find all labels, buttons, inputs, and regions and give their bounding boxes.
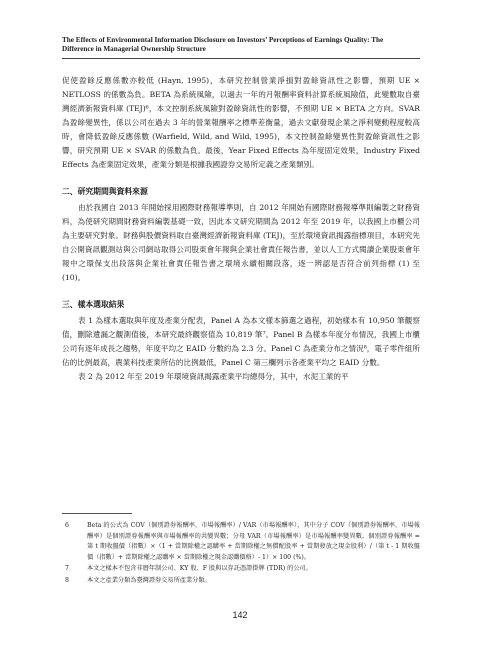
footnote-divider bbox=[62, 513, 132, 514]
header-divider bbox=[62, 58, 420, 59]
footnote-text: Beta 的公式為 COV（個別證券報酬率，市場報酬率）/ VAR（市場報酬率），其中分子 COV（個別證券報酬率，市場報酬率）是個別證券報酬率與市場報酬率的共變異數；分母 VAR（市場報酬率）是市場報酬率變異數。個別證券報酬率 = 第 t 期收盤價（指數）×（1 + 當期除權之認購率 + 當期除權之無償配股率 + 當期發放之現金股利）/（第 t - 1 期收盤價（指數）+ 當期除權之認購率 × 當期除權之現金認購價格）- 1）× 100 (%)。 bbox=[87, 522, 420, 561]
page-number: 142 bbox=[232, 610, 248, 620]
footnote-8 bbox=[62, 576, 420, 587]
footnote-text: 本文之樣本不包含非曆年制公司、KY 股、F 股與以存託憑證掛牌 (TDR) 的公司。 bbox=[87, 565, 312, 573]
running-header bbox=[62, 36, 422, 54]
main-text bbox=[62, 74, 420, 384]
footnote-6 bbox=[62, 521, 420, 563]
footnote-number: 6 bbox=[65, 522, 69, 529]
body-paragraph-table2-intro: 表 2 為 2012 年至 2019 年環境資訊揭露產業平均總得分，其中，水泥工業的平 bbox=[78, 372, 349, 381]
body-paragraph-sample-selection: 表 1 為樣本選取與年度及產業分配表，Panel A 為本文樣本篩選之過程，初始樣本有 10,950 筆觀察值，刪除遺漏之觀測值後，本研究最終觀察值為 10,819 筆⁷。Panel B 為樣本年度分布情況，我國上市櫃公司有逐年成長之趨勢，年度平均之 EAID 分數約為 2.3 分。Panel C 為產業分布之情況⁸，電子零件組所佔的比例最高，農業科技產業所佔的比例最低，Panel C 第三欄列示各產業平均之 EAID 分數。 bbox=[62, 316, 420, 367]
footnote-text: 本文之產業分類為臺灣證券交易所產業分類。 bbox=[87, 576, 211, 584]
section-heading-period-data: 二、研究期間與資料來源 bbox=[62, 187, 148, 196]
section-heading-sample-selection: 三、樣本選取結果 bbox=[62, 300, 125, 309]
footnotes bbox=[62, 521, 420, 588]
header-title-line-1: The Effects of Environmental Information Disclosure on Investors’ Perceptions of Earnings Quality: The bbox=[62, 36, 384, 44]
body-paragraph-period-data: 由於我國自 2013 年開始採用國際財務報導準則，自 2012 年開始有國際財務報導準則編製之財務資料，為使研究期間財務資料編製基礎一致，因此本文研究期間為 2012 年至 2019 年，以我國上市櫃公司為主要研究對象。財務與股價資料取自臺灣經濟新報資料庫 (TEJ)，至於環境資訊揭露指標項目，本研究先自公開資訊觀測站與公司網站取得公司股東會年報與企業社會責任報告書，並以人工方式閱讀企業股東會年報中之環保支出段落與企業社會責任報告書之環境永續相關段落，逐一辨認是否符合前列指標 (1) 至 (10)。 bbox=[62, 203, 420, 282]
footnote-number: 8 bbox=[65, 576, 69, 584]
footnote-number: 7 bbox=[65, 565, 69, 573]
body-paragraph-variables: 促使盈餘反應係數亦較低 (Hayn, 1995)，本研究控制營業淨損對盈餘資訊性之影響，預期 UE × NETLOSS 的係數為負。BETA 為系統風險，以過去一年的月報酬率資料計算系統風險值，此變數取自臺灣經濟新報資料庫 (TEJ)⁶，本文控制系統風險對盈餘資訊性的影響，不預期 UE × BETA 之方向。SVAR 為盈餘變異性，係以公司在過去 3 年的營業報酬率之標準差衡量，過去文獻發現企業之淨利變動程度較高時，會降低盈餘反應係數 (Warfield, Wild, and Wild, 1995)，本文控制盈餘變異性對盈餘資訊性之影響，研究預期 UE × SVAR 的係數為負。最後，Year Fixed Effects 為年度固定效果，Industry Fixed Effects 為產業固定效果，產業分類是根據我國證券交易所定義之產業類別。 bbox=[62, 76, 420, 169]
header-title-line-2: Difference in Managerial Ownership Structure bbox=[62, 45, 206, 53]
footnote-7 bbox=[62, 564, 420, 575]
